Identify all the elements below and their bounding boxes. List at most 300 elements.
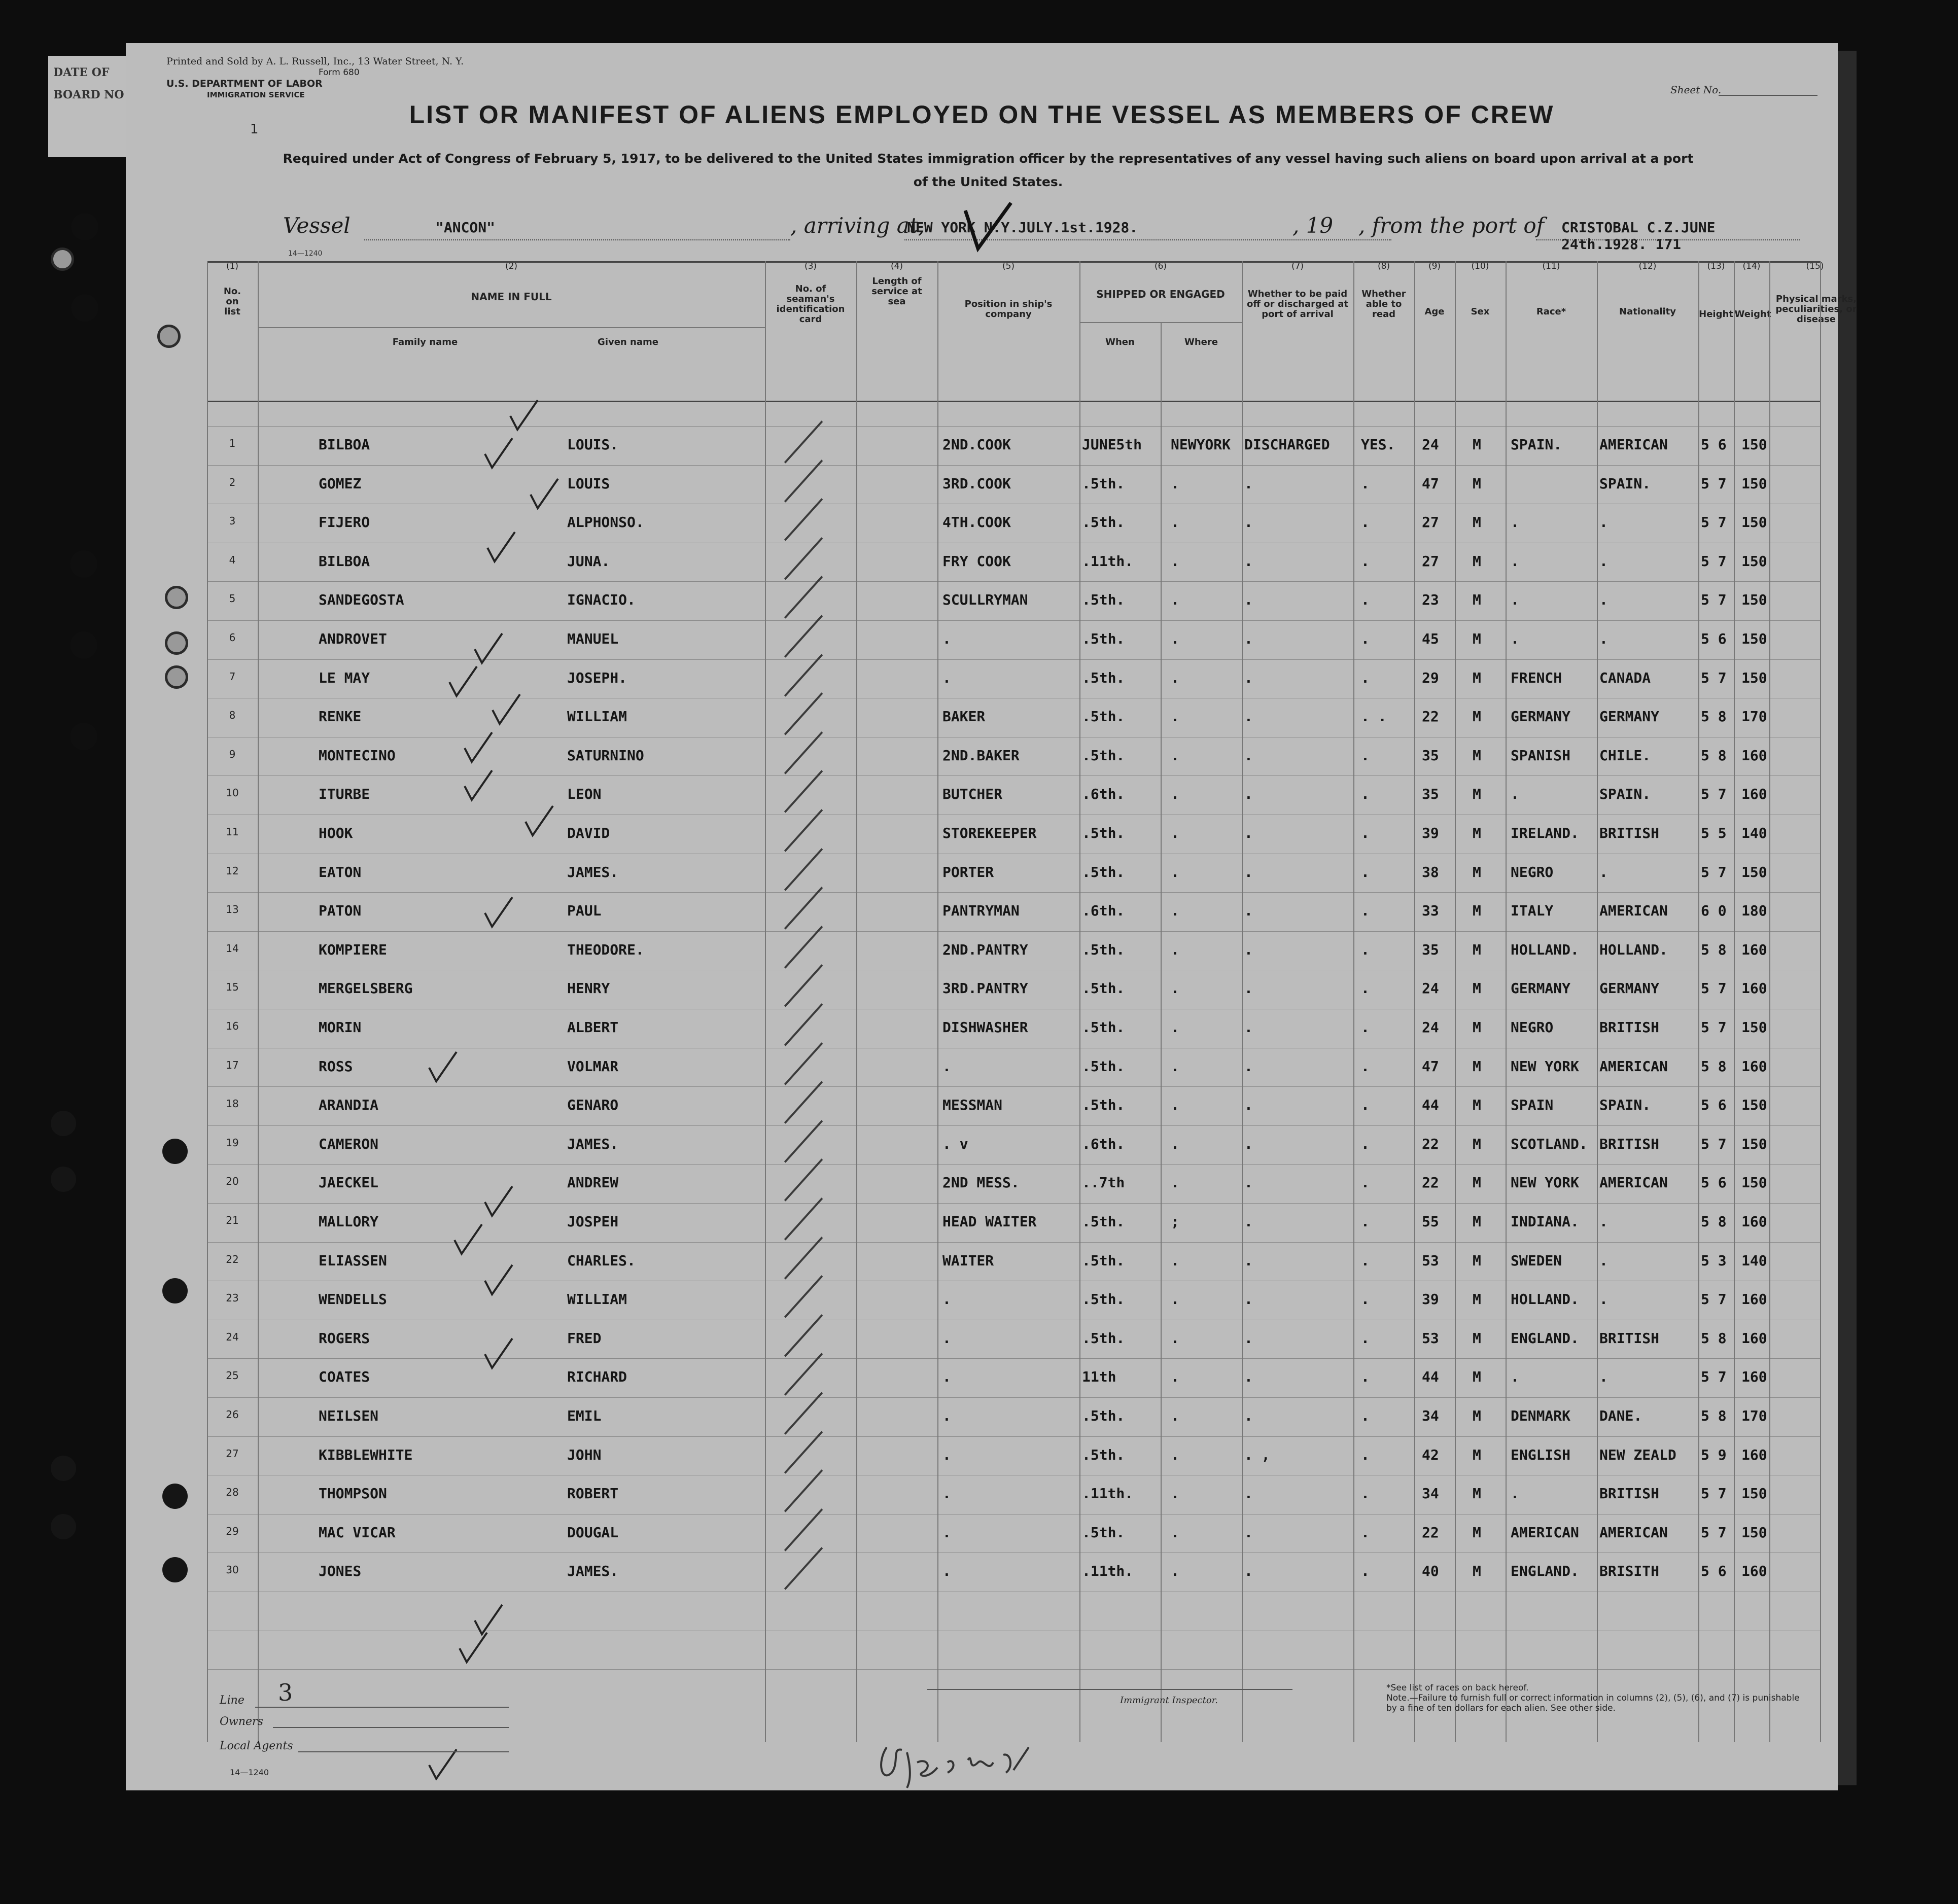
row-number: 26 [226,1408,239,1421]
cell-paid-off: . , [1244,1446,1270,1463]
cell-weight: 160 [1741,747,1767,764]
cell-paid-off: . [1244,1135,1253,1152]
table-row [207,864,1820,903]
cell-age: 53 [1422,1252,1439,1269]
header-seaman-card: No. of seaman's identification card [776,284,845,325]
cell-weight: 150 [1741,552,1767,570]
table-row [207,475,1820,514]
cell-when: .5th. [1082,1057,1125,1075]
cell-height: 5 5 [1701,825,1727,841]
cell-where: . [1171,630,1179,647]
cell-where: . [1171,1368,1179,1386]
cell-family-name: JONES [319,1563,362,1580]
cell-height: 5 6 [1701,1563,1727,1580]
cell-nationality: AMERICAN [1599,902,1668,920]
cell-race: ENGLISH [1511,1446,1571,1463]
cell-nationality: BRITISH [1599,1485,1660,1502]
row-number: 2 [229,476,236,488]
handwritten-check-icon [481,895,516,931]
cell-paid-off: . [1244,980,1253,997]
cell-position: BAKER [942,708,986,725]
cell-sex: M [1473,1368,1481,1386]
col-number: (6) [1154,261,1167,271]
row-number: 5 [229,592,236,605]
cell-where: . [1171,825,1179,841]
col-number: (11) [1542,261,1560,271]
cell-sex: M [1473,1446,1481,1463]
cell-race: NEW YORK [1511,1174,1579,1191]
cell-where: . [1171,747,1179,764]
cell-able-read: . [1361,786,1370,803]
cell-family-name: ELIASSEN [319,1252,387,1269]
cell-nationality: . [1599,591,1608,609]
table-row [207,553,1820,592]
cell-where: . [1171,1446,1179,1463]
cell-sex: M [1473,708,1481,725]
cell-sex: M [1473,436,1481,453]
cell-given-name: VOLMAR [567,1057,619,1075]
header-height: Height [1699,309,1733,320]
cell-age: 33 [1422,902,1439,920]
cell-where: . [1171,863,1179,880]
cell-able-read: . [1361,902,1370,920]
cell-given-name: PAUL [567,902,602,920]
cell-race: ENGLAND. [1511,1329,1579,1347]
cell-when: .5th. [1082,669,1125,686]
cell-family-name: ITURBE [319,786,370,803]
cell-able-read: . [1361,1213,1370,1230]
table-row [207,1524,1820,1563]
cell-given-name: ALPHONSO. [567,514,644,531]
cell-race: . [1511,630,1519,647]
cell-race: . [1511,1368,1519,1386]
manifest-page [126,43,1857,1790]
cell-family-name: COATES [319,1368,370,1386]
cell-age: 39 [1422,825,1439,841]
cell-nationality: DANE. [1599,1407,1642,1424]
cell-sex: M [1473,1407,1481,1424]
cell-able-read: . [1361,1291,1370,1308]
cell-able-read: . [1361,552,1370,570]
cell-height: 5 7 [1701,980,1727,997]
cell-family-name: CAMERON [319,1135,379,1152]
table-row [207,902,1820,941]
cell-given-name: JOSEPH. [567,669,627,686]
cell-family-name: FIJERO [319,514,370,531]
cell-where: . [1171,1019,1179,1036]
cell-sex: M [1473,1174,1481,1191]
cell-able-read: . [1361,1135,1370,1152]
cell-able-read: . [1361,1057,1370,1075]
handwritten-check-icon [450,1222,486,1258]
cell-sex: M [1473,669,1481,686]
cell-nationality: BRITISH [1599,1135,1660,1152]
cell-given-name: WILLIAM [567,1291,627,1308]
cell-position: . [942,1329,951,1347]
printer-block [166,56,464,100]
handwritten-check-icon [506,398,542,434]
cell-position: STOREKEEPER [942,825,1037,841]
row-number: 29 [226,1525,239,1537]
cell-position: . [942,1291,951,1308]
cell-able-read: . [1361,747,1370,764]
cell-family-name: JAECKEL [319,1174,379,1191]
cell-height: 5 7 [1701,475,1727,492]
handwritten-signature [871,1732,1034,1788]
cell-paid-off: . [1244,669,1253,686]
cell-where: . [1171,1407,1179,1424]
cell-where: . [1171,1524,1179,1541]
header-able-read: Whether able to read [1361,289,1406,320]
binder-hole [165,631,188,655]
cell-race: . [1511,552,1519,570]
cell-given-name: CHARLES. [567,1252,636,1269]
cell-able-read: . [1361,863,1370,880]
cell-sex: M [1473,825,1481,841]
cell-race: FRENCH [1511,669,1562,686]
cell-race: . [1511,591,1519,609]
cell-when: .11th. [1082,1485,1134,1502]
cell-age: 22 [1422,1135,1439,1152]
cell-height: 5 7 [1701,1135,1727,1152]
cell-nationality: CANADA [1599,669,1651,686]
cell-family-name: EATON [319,863,362,880]
cell-family-name: KIBBLEWHITE [319,1446,413,1463]
cell-race: IRELAND. [1511,825,1579,841]
binder-hole [51,248,74,271]
binder-hole [51,1167,76,1192]
cell-age: 35 [1422,786,1439,803]
binder-hole [162,1557,188,1582]
row-number: 12 [226,864,239,877]
cell-sex: M [1473,1563,1481,1580]
cell-position: 3RD.COOK [942,475,1011,492]
cell-given-name: JOSPEH [567,1213,619,1230]
cell-race: SWEDEN [1511,1252,1562,1269]
cell-position: HEAD WAITER [942,1213,1037,1230]
cell-nationality: SPAIN. [1599,786,1651,803]
sheet-no-label: Sheet No. [1670,84,1722,96]
cell-weight: 150 [1741,1524,1767,1541]
cell-given-name: RICHARD [567,1368,627,1386]
col-number: (3) [804,261,817,271]
cell-age: 39 [1422,1291,1439,1308]
cell-position: . v [942,1135,968,1152]
cell-when: .5th. [1082,1407,1125,1424]
cell-family-name: ROGERS [319,1329,370,1347]
cell-when: .5th. [1082,630,1125,647]
cell-sex: M [1473,980,1481,997]
row-number: 6 [229,631,236,644]
cell-family-name: ARANDIA [319,1097,379,1114]
cell-able-read: . [1361,1407,1370,1424]
cell-family-name: GOMEZ [319,475,362,492]
cell-paid-off: . [1244,902,1253,920]
form-code-top: 14—1240 [288,250,323,258]
cell-nationality: GERMANY [1599,980,1660,997]
cell-age: 40 [1422,1563,1439,1580]
cell-nationality: . [1599,863,1608,880]
cell-weight: 160 [1741,786,1767,803]
cell-nationality: . [1599,552,1608,570]
cell-where: . [1171,708,1179,725]
cell-when: .5th. [1082,1019,1125,1036]
table-row [207,1447,1820,1486]
cell-age: 38 [1422,863,1439,880]
cell-nationality: AMERICAN [1599,1524,1668,1541]
cell-paid-off: . [1244,1174,1253,1191]
table-row [207,1136,1820,1175]
cell-family-name: MONTECINO [319,747,396,764]
cell-given-name: DOUGAL [567,1524,619,1541]
handwritten-check-icon [445,664,481,700]
cell-where: . [1171,1291,1179,1308]
inspector-signature-line [927,1689,1292,1690]
row-number: 18 [226,1098,239,1110]
cell-given-name: ROBERT [567,1485,619,1502]
cell-given-name: LOUIS [567,475,610,492]
cell-weight: 160 [1741,1213,1767,1230]
cell-when: ..7th [1082,1174,1125,1191]
cell-when: .5th. [1082,708,1125,725]
row-number: 9 [229,748,236,760]
row-number: 17 [226,1059,239,1071]
cell-age: 35 [1422,747,1439,764]
arriving-label: , arriving at, [790,213,925,238]
cell-where: ; [1171,1213,1179,1230]
cell-weight: 150 [1741,436,1767,453]
binder-hole [70,631,97,659]
binder-hole [165,586,188,609]
header-sub-rule [258,327,765,328]
row-number: 8 [229,709,236,722]
table-rule [207,261,1820,263]
col-number: (12) [1638,261,1657,271]
cell-paid-off: . [1244,1563,1253,1580]
cell-height: 5 7 [1701,1524,1727,1541]
row-number: 14 [226,942,239,955]
table-column-rule [1820,261,1821,1742]
table-row [207,1330,1820,1369]
cell-height: 5 7 [1701,1485,1727,1502]
handwritten-check-icon [481,436,516,472]
cell-sex: M [1473,1485,1481,1502]
cell-when: 11th [1082,1368,1116,1386]
cell-when: .5th. [1082,941,1125,958]
arriving-value: NEW YORK N.Y.JULY.1st.1928. [907,219,1138,236]
table-row [207,591,1820,630]
header-nationality: Nationality [1619,306,1676,317]
cell-race: . [1511,1485,1519,1502]
cell-age: 47 [1422,475,1439,492]
cell-given-name: LEON [567,786,602,803]
cell-paid-off: . [1244,1329,1253,1347]
races-note: *See list of races on back hereof. [1386,1683,1529,1693]
cell-age: 24 [1422,436,1439,453]
cell-position: 2ND MESS. [942,1174,1020,1191]
cell-where: . [1171,1252,1179,1269]
cell-position: 2ND.COOK [942,436,1011,453]
cell-when: .6th. [1082,1135,1125,1152]
cell-nationality: . [1599,1252,1608,1269]
cell-position: FRY COOK [942,552,1011,570]
cell-where: . [1171,514,1179,531]
cell-given-name: GENARO [567,1097,619,1114]
cell-given-name: THEODORE. [567,941,644,958]
cell-where: . [1171,1563,1179,1580]
cell-paid-off: . [1244,1213,1253,1230]
row-number: 11 [226,826,239,838]
cell-where: . [1171,1057,1179,1075]
form-number: Form 680 [319,67,360,78]
cell-sex: M [1473,747,1481,764]
cell-paid-off: . [1244,591,1253,609]
cell-position: MESSMAN [942,1097,1003,1114]
binder-hole [162,1484,188,1509]
col-number: (13) [1707,261,1725,271]
col-number: (14) [1742,261,1761,271]
cell-able-read: . [1361,475,1370,492]
cell-weight: 150 [1741,630,1767,647]
cell-able-read: . [1361,1019,1370,1036]
cell-sex: M [1473,1213,1481,1230]
cell-able-read: . [1361,630,1370,647]
cell-nationality: BRITISH [1599,1329,1660,1347]
cell-family-name: ANDROVET [319,630,387,647]
cell-where: . [1171,980,1179,997]
cell-weight: 180 [1741,902,1767,920]
cell-height: 5 3 [1701,1252,1727,1269]
row-number: 13 [226,903,239,916]
cell-sex: M [1473,941,1481,958]
cell-nationality: . [1599,1291,1608,1308]
cell-height: 5 8 [1701,1057,1727,1075]
cell-height: 5 9 [1701,1446,1727,1463]
cell-age: 47 [1422,1057,1439,1075]
form-code-bottom: 14—1240 [230,1768,269,1777]
cell-weight: 160 [1741,980,1767,997]
cell-position: . [942,1368,951,1386]
cell-weight: 150 [1741,1174,1767,1191]
table-row [207,980,1820,1019]
table-row [207,1097,1820,1136]
cell-when: .5th. [1082,863,1125,880]
cell-nationality: AMERICAN [1599,1057,1668,1075]
cell-when: JUNE5th [1082,436,1142,453]
binder-hole [162,1139,188,1164]
header-race: Race* [1536,306,1566,317]
vessel-name: "ANCON" [435,219,496,236]
sheet-no-blank [1719,95,1817,96]
cell-paid-off: . [1244,552,1253,570]
cell-age: 27 [1422,514,1439,531]
footer-notes [1386,1683,1802,1713]
cell-height: 5 6 [1701,436,1727,453]
cell-given-name: IGNACIO. [567,591,636,609]
cell-where: . [1171,902,1179,920]
cell-weight: 160 [1741,1291,1767,1308]
cell-sex: M [1473,1135,1481,1152]
vessel-underline [364,239,790,240]
cell-weight: 160 [1741,1057,1767,1075]
cell-race: SPAIN. [1511,436,1562,453]
cell-paid-off: DISCHARGED [1244,436,1330,453]
cell-paid-off: . [1244,941,1253,958]
row-number: 23 [226,1292,239,1304]
table-row [207,1291,1820,1330]
cell-sex: M [1473,552,1481,570]
row-number: 24 [226,1330,239,1343]
department-name: U.S. DEPARTMENT OF LABOR [166,78,323,89]
binder-hole [70,550,97,578]
table-rule [207,1669,1820,1670]
cell-when: .5th. [1082,747,1125,764]
cell-weight: 150 [1741,669,1767,686]
cell-when: .11th. [1082,1563,1134,1580]
cell-given-name: HENRY [567,980,610,997]
binder-hole [162,1278,188,1303]
header-age: Age [1424,306,1445,317]
row-number: 27 [226,1447,239,1460]
row-number: 3 [229,515,236,527]
handwritten-check-icon [481,1336,516,1372]
cell-when: .5th. [1082,1291,1125,1308]
cell-age: 34 [1422,1407,1439,1424]
local-agents-label: Local Agents [220,1740,293,1752]
cell-height: 5 8 [1701,708,1727,725]
cell-sex: M [1473,863,1481,880]
cell-given-name: JUNA. [567,552,610,570]
cell-sex: M [1473,1524,1481,1541]
col-number: (2) [505,261,518,271]
header-sex: Sex [1471,306,1490,317]
handwritten-check-icon [488,692,524,728]
year-label: , 19 [1292,213,1334,238]
binder-hole [51,1111,76,1136]
cell-height: 5 8 [1701,747,1727,764]
cell-position: 2ND.PANTRY [942,941,1028,958]
cell-paid-off: . [1244,1291,1253,1308]
cell-race: AMERICAN [1511,1524,1579,1541]
cell-given-name: MANUEL [567,630,619,647]
cell-nationality: . [1599,1213,1608,1230]
cell-position: BUTCHER [942,786,1003,803]
header-given-name: Given name [598,337,658,347]
cell-paid-off: . [1244,1057,1253,1075]
cell-position: 3RD.PANTRY [942,980,1028,997]
cell-age: 44 [1422,1368,1439,1386]
cell-height: 5 8 [1701,1407,1727,1424]
cell-sex: M [1473,591,1481,609]
cell-given-name: JAMES. [567,1563,619,1580]
cell-race: NEGRO [1511,1019,1554,1036]
row-number: 30 [226,1564,239,1576]
table-row [207,825,1820,864]
cell-given-name: DAVID [567,825,610,841]
cell-weight: 160 [1741,1329,1767,1347]
cell-position: . [942,1407,951,1424]
cell-age: 45 [1422,630,1439,647]
binder-hole [70,723,97,750]
cell-where: . [1171,591,1179,609]
cell-paid-off: . [1244,1368,1253,1386]
cell-position: WAITER [942,1252,994,1269]
cell-when: .5th. [1082,591,1125,609]
binder-hole [51,1456,76,1481]
cell-paid-off: . [1244,514,1253,531]
cell-paid-off: . [1244,863,1253,880]
cell-weight: 160 [1741,1563,1767,1580]
